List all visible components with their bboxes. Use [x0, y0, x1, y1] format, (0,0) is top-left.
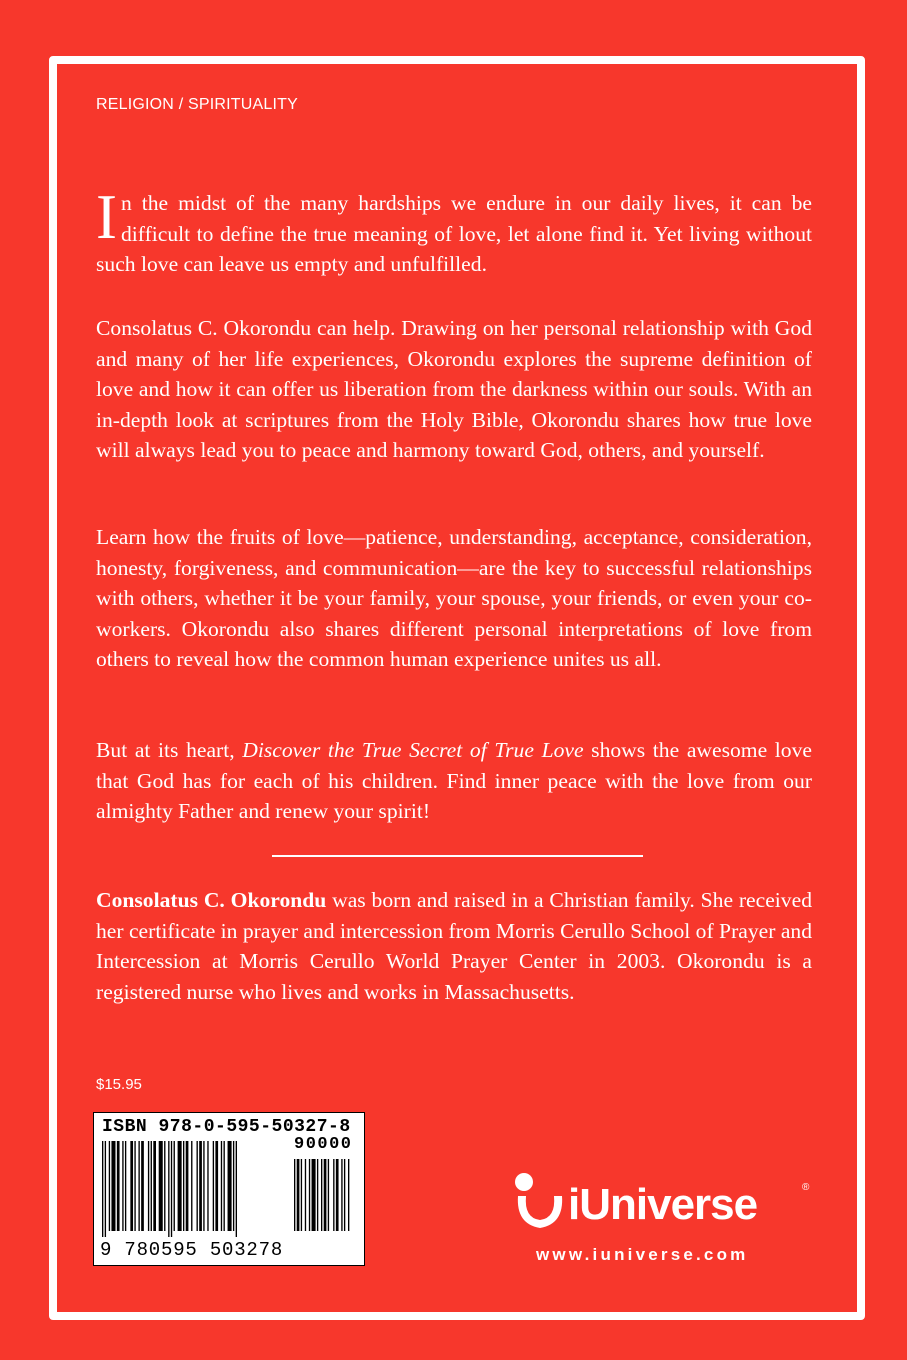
- intro-text: n the midst of the many hardships we endure in our daily lives, it can be difficult to define the true meaning of love, let alone find it. Yet living without such love can leave us empty and unfulfilled.: [96, 191, 812, 277]
- registered-mark: ®: [802, 1182, 810, 1193]
- barcode-bar: [213, 1141, 214, 1231]
- addon-barcode-bars: [294, 1159, 356, 1255]
- barcode-bar: [228, 1141, 232, 1231]
- isbn-text: ISBN 978-0-595-50327-8: [102, 1117, 351, 1137]
- barcode-bar: [168, 1141, 169, 1237]
- barcode-bar: [111, 1141, 115, 1231]
- barcode-bar: [102, 1141, 103, 1237]
- addon-bar: [328, 1159, 329, 1231]
- publisher-url: www.iuniverse.com: [536, 1245, 749, 1264]
- section-divider: [272, 855, 643, 857]
- barcode-bar: [236, 1141, 237, 1237]
- barcode-bar: [178, 1141, 182, 1231]
- drop-cap: I: [96, 182, 117, 252]
- addon-bar: [317, 1159, 318, 1231]
- category-label: RELIGION / SPIRITUALITY: [96, 96, 298, 113]
- book-title: Discover the True Secret of True Love: [242, 738, 584, 762]
- barcode-bar: [151, 1141, 152, 1231]
- barcode-bar: [138, 1141, 139, 1231]
- barcode-bar: [221, 1141, 222, 1231]
- author-name: Consolatus C. Okorondu: [96, 888, 327, 912]
- addon-bar: [305, 1159, 306, 1231]
- barcode-bar: [105, 1141, 106, 1237]
- barcode-bar: [197, 1141, 198, 1231]
- barcode-bar: [148, 1141, 149, 1231]
- barcode-bar: [191, 1141, 192, 1231]
- description-paragraph-4: [96, 735, 812, 827]
- barcode-bar: [199, 1141, 202, 1231]
- barcode-bar: [141, 1141, 144, 1231]
- barcode-bar: [215, 1141, 218, 1231]
- ean-barcode-bars: [102, 1141, 288, 1237]
- barcode-bar: [125, 1141, 126, 1231]
- barcode-bar: [164, 1141, 165, 1231]
- description-paragraph-3: Learn how the fruits of love—patience, understanding, acceptance, consideration, honesty, forgiveness, and communication—are the key to successful relationships with others, whether it be your family, your spouse, your friends, or even your co-workers. Okorondu also shares different personal interpretations of love from others to reveal how the common human experience unites us all.: [96, 525, 812, 672]
- barcode-bar: [186, 1141, 189, 1231]
- addon-bar: [309, 1159, 310, 1231]
- barcode-bar: [117, 1141, 120, 1231]
- price-code-text: 90000: [294, 1135, 353, 1154]
- addon-bar: [301, 1159, 302, 1231]
- addon-bar: [333, 1159, 334, 1231]
- description-paragraph-2: Consolatus C. Okorondu can help. Drawing on her personal relationship with God and many of her life experiences, Okorondu explores the supreme definition of love and how it can offer us liberation from the darkness within our souls. With an in-depth look at scriptures from the Holy Bible, Okorondu shares how true love will always lead you to peace and harmony toward God, others, and yourself.: [96, 316, 812, 463]
- author-bio-text: was born and raised in a Christian family. She received her certificate in prayer and intercession from Morris Cerullo School of Prayer and Intercession at Morris Cerullo World Prayer Center in 2003. Okorondu is a registered nurse who lives and works in Massachusetts.: [96, 888, 812, 1004]
- barcode-bar: [109, 1141, 110, 1231]
- barcode-bar: [159, 1141, 163, 1231]
- addon-bar: [312, 1159, 316, 1231]
- addon-bar: [344, 1159, 345, 1231]
- barcode-bar: [207, 1141, 208, 1231]
- barcode-block: [93, 1112, 365, 1266]
- price-label: $15.95: [96, 1076, 142, 1093]
- para4-after: shows the awesome love that God has for each of his children. Find inner peace with the love from our almighty Father and renew your spirit!: [96, 738, 812, 824]
- para4-before: But at its heart,: [96, 738, 243, 762]
- author-bio: [96, 885, 812, 1007]
- ean-digits: 9 780595 503278: [100, 1239, 284, 1261]
- publisher-logo: [510, 1162, 820, 1242]
- addon-bar: [294, 1159, 295, 1231]
- addon-bar: [341, 1159, 342, 1231]
- addon-bar: [336, 1159, 339, 1231]
- barcode-bar: [224, 1141, 225, 1231]
- barcode-bar: [174, 1141, 175, 1231]
- barcode-bar: [130, 1141, 133, 1231]
- addon-bar: [324, 1159, 327, 1231]
- barcode-bar: [183, 1141, 184, 1231]
- addon-bar: [321, 1159, 322, 1231]
- barcode-bar: [153, 1141, 156, 1231]
- publisher-name: iUniverse: [568, 1180, 758, 1229]
- iuniverse-logo-icon: [510, 1162, 570, 1238]
- barcode-bar: [233, 1141, 234, 1231]
- barcode-bar: [203, 1141, 204, 1231]
- addon-bar: [297, 1159, 300, 1231]
- intro-paragraph: [96, 182, 812, 280]
- addon-bar: [348, 1159, 349, 1231]
- barcode-bar: [134, 1141, 135, 1231]
- barcode-bar: [171, 1141, 172, 1237]
- barcode-bar: [122, 1141, 123, 1231]
